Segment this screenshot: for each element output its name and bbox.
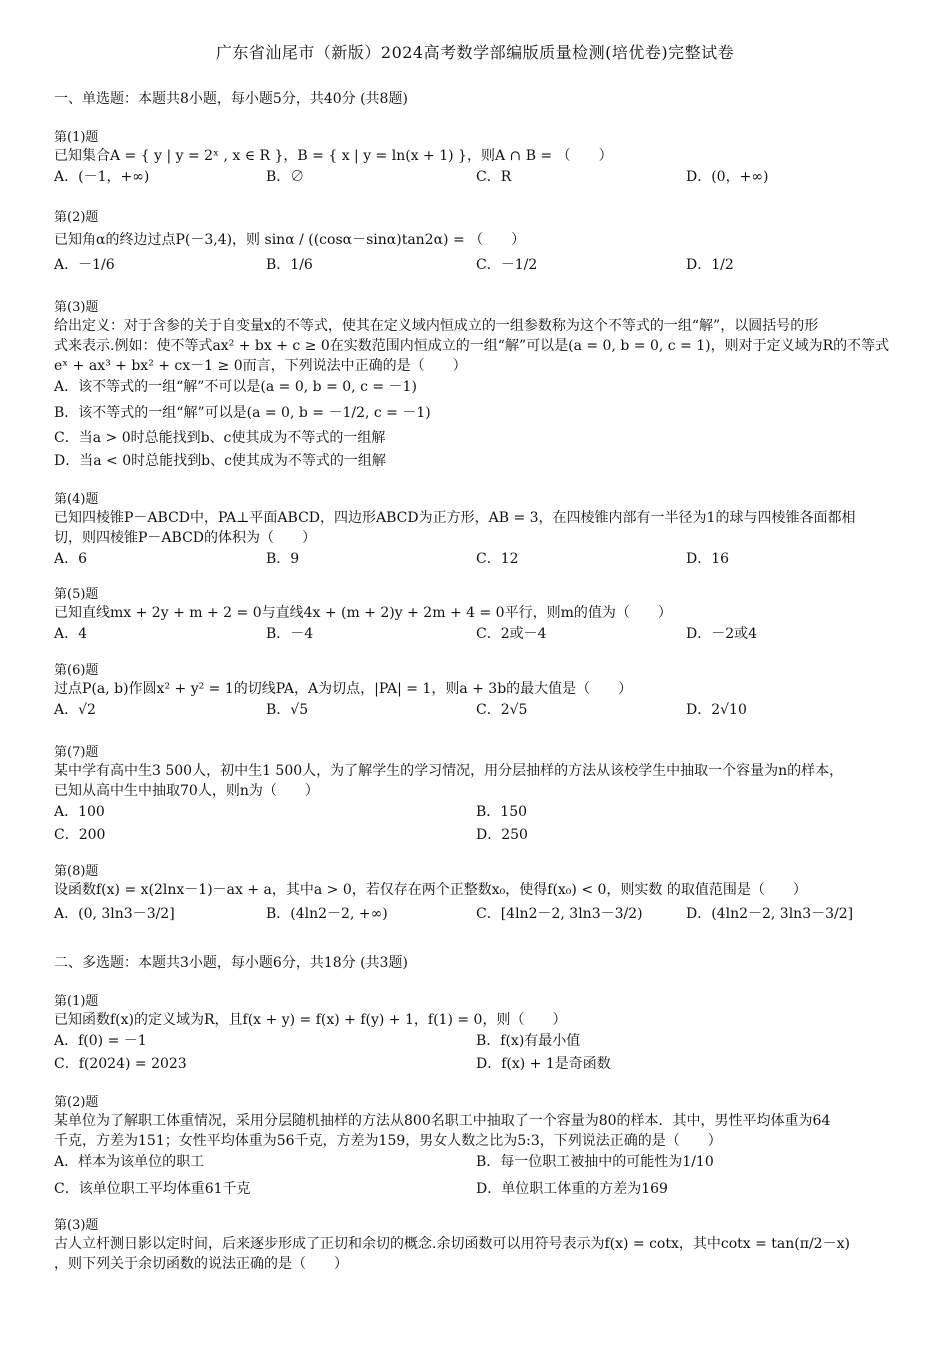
question-4 xyxy=(54,492,896,572)
option-b[interactable]: B．∅ xyxy=(266,169,305,185)
question-number: 第(6)题 xyxy=(54,663,99,678)
question-number: 第(7)题 xyxy=(54,745,99,760)
multi-question-2 xyxy=(54,1095,896,1201)
options-row-2 xyxy=(54,824,896,847)
options-row xyxy=(54,548,896,572)
question-stem-line-2: 式来表示.例如：使不等式ax² + bx + c ≥ 0在实数范围内恒成立的一组“解”可以是(a = 0, b = 0, c = 1)，则对于定义域为R的不等式 xyxy=(54,338,890,354)
multi-question-1 xyxy=(54,994,896,1076)
option-b[interactable]: B．该不等式的一组“解”可以是(a = 0, b = －1/2, c = －1) xyxy=(54,405,431,421)
question-8 xyxy=(54,864,896,928)
option-c[interactable]: C．12 xyxy=(476,551,519,567)
question-7 xyxy=(54,745,896,847)
question-number: 第(3)题 xyxy=(54,300,99,315)
option-c[interactable]: C．200 xyxy=(54,827,106,843)
question-stem: 设函数f(x) = x(2lnx－1)－ax + a，其中a > 0，若仅存在两个正整数x₀，使得f(x₀) < 0，则实数 的取值范围是（ ） xyxy=(54,882,807,898)
options-row xyxy=(54,166,896,190)
option-b[interactable]: B．150 xyxy=(476,804,528,820)
multi-question-3 xyxy=(54,1218,896,1274)
option-b[interactable]: B．f(x)有最小值 xyxy=(476,1033,581,1049)
option-c[interactable]: C．[4ln2－2, 3ln3－3/2) xyxy=(476,906,643,922)
options-row xyxy=(54,623,896,647)
option-a[interactable]: A．该不等式的一组“解”不可以是(a = 0, b = 0, c = －1) xyxy=(54,379,417,395)
option-a[interactable]: A．4 xyxy=(54,626,88,642)
option-b[interactable]: B．－4 xyxy=(266,626,314,642)
option-d[interactable]: D．单位职工体重的方差为169 xyxy=(476,1181,668,1197)
question-stem: 过点P(a, b)作圆x² + y² = 1的切线PA，A为切点，|PA| = 1，则a + 3b的最大值是（ ） xyxy=(54,681,633,697)
section-heading-single-choice: 一、单选题：本题共8小题，每小题5分，共40分 (共8题) xyxy=(54,91,408,107)
option-a[interactable]: A．(－1，+∞) xyxy=(54,169,150,185)
options-row xyxy=(54,900,896,928)
option-b[interactable]: B．9 xyxy=(266,551,300,567)
option-d[interactable]: D．－2或4 xyxy=(686,626,758,642)
question-stem-line-1: 某单位为了解职工体重情况，采用分层随机抽样的方法从800名职工中抽取了一个容量为80的样本．其中，男性平均体重为64 xyxy=(54,1113,831,1129)
option-a[interactable]: A．f(0) = －1 xyxy=(54,1033,147,1049)
option-d[interactable]: D．f(x) + 1是奇函数 xyxy=(476,1056,611,1072)
option-a[interactable]: A．6 xyxy=(54,551,88,567)
question-number: 第(1)题 xyxy=(54,130,99,145)
options-row xyxy=(54,699,896,723)
question-stem-line-1: 古人立杆测日影以定时间，后来逐步形成了正切和余切的概念.余切函数可以用符号表示为f(x) = cotx，其中cotx = tan(π/2－x) xyxy=(54,1236,850,1252)
option-b[interactable]: B．√5 xyxy=(266,702,309,718)
option-d[interactable]: D．(4ln2－2, 3ln3－3/2] xyxy=(686,906,854,922)
question-5 xyxy=(54,587,896,647)
question-stem-line-2: ，则下列关于余切函数的说法正确的是（ ） xyxy=(54,1256,348,1272)
option-a[interactable]: A．－1/6 xyxy=(54,257,115,273)
question-stem-line-2: 千克，方差为151；女性平均体重为56千克，方差为159，男女人数之比为5:3，下列说法正确的是（ ） xyxy=(54,1133,722,1149)
question-stem-line-1: 给出定义：对于含参的关于自变量x的不等式，使其在定义域内恒成立的一组参数称为这个不等式的一组“解”，以圆括号的形 xyxy=(54,318,819,334)
options-row-1 xyxy=(54,1030,896,1053)
question-number: 第(5)题 xyxy=(54,587,99,602)
question-stem: 已知集合A = { y | y = 2ˣ , x ∈ R }，B = { x | y = ln(x + 1) }，则A ∩ B = （ ） xyxy=(54,148,613,164)
option-c[interactable]: C．当a > 0时总能找到b、c使其成为不等式的一组解 xyxy=(54,430,386,446)
question-stem: 已知函数f(x)的定义域为R，且f(x + y) = f(x) + f(y) + 1，f(1) = 0，则（ ） xyxy=(54,1012,567,1028)
question-1 xyxy=(54,130,896,190)
option-d[interactable]: D．16 xyxy=(686,551,730,567)
options-row-1 xyxy=(54,1151,896,1178)
question-number: 第(2)题 xyxy=(54,210,99,225)
question-number: 第(1)题 xyxy=(54,994,99,1009)
option-c[interactable]: C．2√5 xyxy=(476,702,528,718)
option-b[interactable]: B．(4ln2－2, +∞) xyxy=(266,906,388,922)
question-number: 第(4)题 xyxy=(54,492,99,507)
options-row-1 xyxy=(54,801,896,824)
question-stem: 已知角α的终边过点P(－3,4)，则 sinα / ((cosα－sinα)tan2α) = （ ） xyxy=(54,232,526,248)
question-stem-line-1: 已知四棱锥P－ABCD中，PA⊥平面ABCD，四边形ABCD为正方形，AB = 3，在四棱锥内部有一半径为1的球与四棱锥各面都相 xyxy=(54,510,856,526)
options-row xyxy=(54,254,896,284)
question-number: 第(2)题 xyxy=(54,1095,99,1110)
option-d[interactable]: D．1/2 xyxy=(686,257,734,273)
question-stem-line-3: eˣ + ax³ + bx² + cx－1 ≥ 0而言，下列说法中正确的是（ ） xyxy=(54,358,467,374)
section-heading-multiple-choice: 二、多选题：本题共3小题，每小题6分，共18分 (共3题) xyxy=(54,955,408,971)
question-stem: 已知直线mx + 2y + m + 2 = 0与直线4x + (m + 2)y + 2m + 4 = 0平行，则m的值为（ ） xyxy=(54,605,672,621)
question-stem-line-1: 某中学有高中生3 500人，初中生1 500人，为了解学生的学习情况，用分层抽样的方法从该校学生中抽取一个容量为n的样本， xyxy=(54,763,844,779)
option-c[interactable]: C．该单位职工平均体重61千克 xyxy=(54,1181,251,1197)
option-c[interactable]: C．－1/2 xyxy=(476,257,538,273)
question-stem-line-2: 切，则四棱锥P－ABCD的体积为（ ） xyxy=(54,530,317,546)
page-title: 广东省汕尾市（新版）2024高考数学部编版质量检测(培优卷)完整试卷 xyxy=(215,43,735,62)
option-a[interactable]: A．样本为该单位的职工 xyxy=(54,1154,205,1170)
question-number: 第(8)题 xyxy=(54,864,99,879)
option-b[interactable]: B．每一位职工被抽中的可能性为1/10 xyxy=(476,1154,714,1170)
option-c[interactable]: C．R xyxy=(476,169,512,185)
question-stem-line-2: 已知从高中生中抽取70人，则n为（ ） xyxy=(54,783,319,799)
options-row-2 xyxy=(54,1053,896,1076)
option-a[interactable]: A．100 xyxy=(54,804,105,820)
option-b[interactable]: B．1/6 xyxy=(266,257,313,273)
option-d[interactable]: D．当a < 0时总能找到b、c使其成为不等式的一组解 xyxy=(54,453,386,469)
question-3 xyxy=(54,300,896,473)
option-c[interactable]: C．f(2024) = 2023 xyxy=(54,1056,187,1072)
question-6 xyxy=(54,663,896,723)
option-d[interactable]: D．2√10 xyxy=(686,702,747,718)
options-row-2 xyxy=(54,1178,896,1201)
option-a[interactable]: A．(0, 3ln3－3/2] xyxy=(54,906,175,922)
question-2 xyxy=(54,210,896,284)
option-d[interactable]: D．250 xyxy=(476,827,528,843)
question-number: 第(3)题 xyxy=(54,1218,99,1233)
option-d[interactable]: D．(0，+∞) xyxy=(686,169,769,185)
option-a[interactable]: A．√2 xyxy=(54,702,96,718)
option-c[interactable]: C．2或－4 xyxy=(476,626,547,642)
